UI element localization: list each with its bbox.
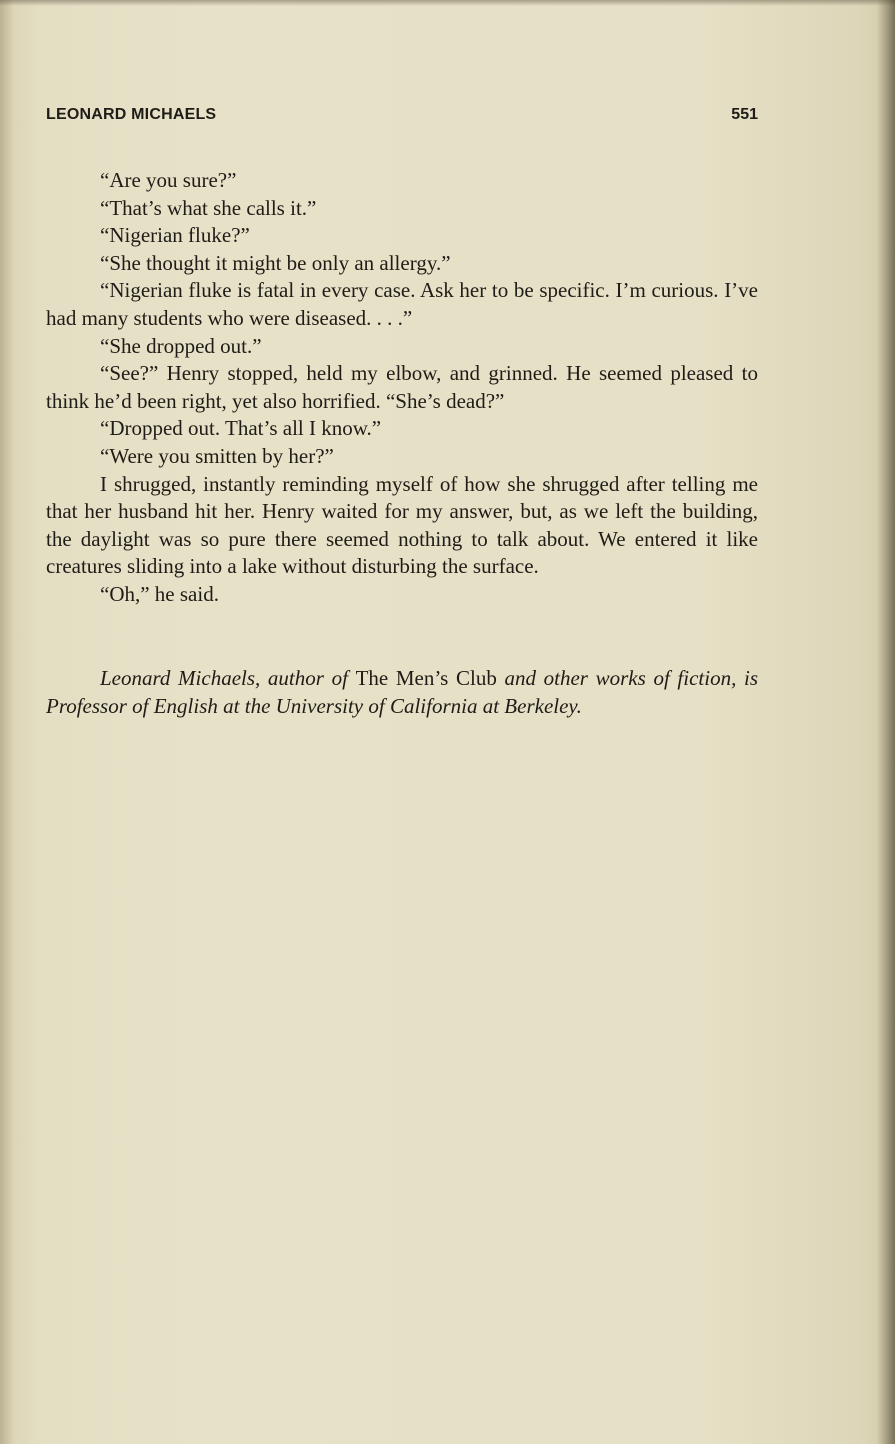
page-top-shadow (0, 0, 895, 6)
story-text (46, 167, 758, 609)
paragraph: “Nigerian fluke is fatal in every case. Ask her to be specific. I’m curious. I’ve had many students who were diseased. . . .” (46, 278, 758, 330)
paragraph: “That’s what she calls it.” (100, 195, 317, 220)
running-head-author: LEONARD MICHAELS (46, 106, 217, 123)
paragraph: “Nigerian fluke?” (100, 223, 250, 248)
page-left-shadow (0, 0, 14, 1444)
page-number: 551 (731, 106, 758, 123)
paragraph: “She dropped out.” (100, 333, 262, 358)
paragraph: “Are you sure?” (100, 168, 237, 192)
paragraph: I shrugged, instantly reminding myself of how she shrugged after telling me that her husband hit her. Henry waited for my answer, but, as we left the building, the daylight was so pure there seemed nothing to talk about. We entered it like creatures sliding into a lake without disturbing the surface. (46, 471, 758, 579)
page-binding-edge (877, 0, 895, 1444)
paragraph: “She thought it might be only an allergy.” (100, 250, 451, 275)
bio-text-italic: Leonard Michaels, author of (100, 666, 356, 690)
bio-text-italic: and other works of fiction, is Professor of English at the University of California at Berkeley. (46, 666, 758, 718)
paragraph: “Were you smitten by her?” (100, 443, 334, 468)
running-head (46, 106, 758, 130)
author-bio (46, 664, 758, 720)
paragraph: “Oh,” he said. (100, 581, 219, 606)
bio-book-title: The Men’s Club (355, 666, 497, 690)
paragraph: “Dropped out. That’s all I know.” (100, 416, 382, 441)
paragraph: “See?” Henry stopped, held my elbow, and grinned. He seemed pleased to think he’d been right, yet also horrified. “She’s dead?” (46, 361, 758, 413)
